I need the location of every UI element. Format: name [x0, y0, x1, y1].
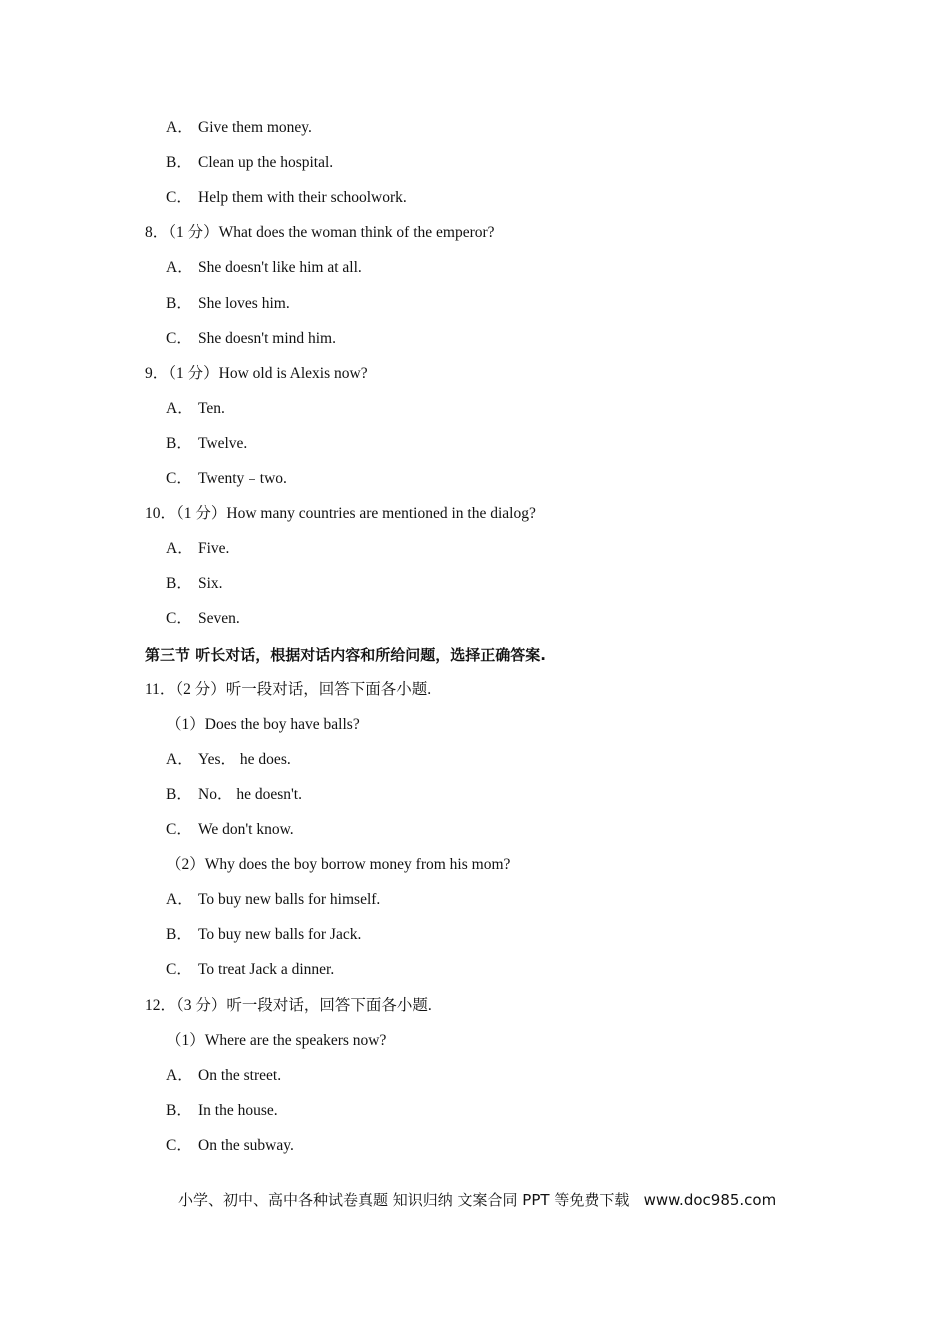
answer-option	[166, 188, 407, 208]
answer-option	[166, 574, 223, 594]
answer-option	[166, 820, 294, 840]
answer-option	[166, 329, 336, 349]
answer-option	[166, 925, 361, 945]
answer-option	[166, 1101, 278, 1121]
answer-option	[166, 153, 333, 173]
option-letter: C．	[166, 961, 192, 979]
option-letter: B．	[166, 575, 192, 593]
answer-option	[166, 1066, 281, 1086]
question-stem: 9．（1 分）How old is Alexis now?	[145, 364, 368, 382]
option-text: We don't know.	[198, 821, 294, 838]
option-letter: A．	[166, 750, 193, 768]
option-text: To buy new balls for Jack.	[198, 926, 362, 944]
option-text: No． he doesn't.	[198, 785, 302, 803]
answer-option	[166, 294, 290, 314]
option-letter: B．	[166, 785, 192, 803]
answer-option	[166, 469, 287, 489]
option-letter: B．	[166, 1101, 192, 1119]
option-letter: B．	[166, 434, 192, 452]
option-letter: A．	[166, 540, 193, 558]
option-letter: A．	[166, 399, 193, 417]
answer-option	[166, 258, 362, 278]
question-stem: 8．（1 分）What does the woman think of the emperor?	[145, 224, 495, 242]
option-letter: A．	[166, 259, 193, 277]
option-letter: A．	[166, 1066, 193, 1084]
option-text: Give them money.	[198, 119, 312, 136]
answer-option	[166, 118, 312, 138]
option-letter: C．	[166, 610, 192, 628]
question-stem: 10．（1 分）How many countries are mentioned in the dialog?	[145, 505, 536, 523]
question-stem: 12．（3 分）听一段对话，回答下面各小题.	[145, 996, 432, 1014]
option-letter: A．	[166, 891, 193, 909]
option-text: To treat Jack a dinner.	[198, 961, 335, 979]
answer-option	[166, 609, 240, 629]
option-text: Help them with their schoolwork.	[198, 189, 407, 207]
option-letter: C．	[166, 329, 192, 347]
page-footer: 小学、初中、高中各种试卷真题 知识归纳 文案合同 PPT 等免费下载 www.doc985.com	[178, 1191, 777, 1209]
option-text: Six.	[198, 575, 223, 593]
answer-option	[166, 434, 247, 454]
answer-option	[166, 750, 291, 770]
option-text: She doesn't mind him.	[198, 329, 336, 347]
option-letter: B．	[166, 926, 192, 944]
option-letter: C．	[166, 1136, 192, 1154]
option-letter: C．	[166, 821, 192, 838]
option-text: On the street.	[198, 1066, 282, 1084]
option-text: Twelve.	[198, 434, 248, 452]
option-text: Twenty﹣two.	[198, 470, 287, 487]
option-text: To buy new balls for himself.	[198, 891, 381, 909]
sub-question: （2）Why does the boy borrow money from his mom?	[166, 856, 511, 874]
option-text: She doesn't like him at all.	[198, 259, 362, 277]
answer-option	[166, 785, 302, 805]
option-letter: A．	[166, 119, 193, 136]
option-letter: C．	[166, 189, 192, 207]
sub-question: （1）Does the boy have balls?	[166, 715, 360, 733]
answer-option	[166, 960, 334, 980]
option-text: In the house.	[198, 1101, 278, 1119]
answer-option	[166, 399, 225, 419]
sub-question: （1）Where are the speakers now?	[166, 1031, 387, 1049]
option-letter: B．	[166, 294, 192, 312]
answer-option	[166, 539, 229, 559]
answer-option	[166, 890, 380, 910]
option-text: She loves him.	[198, 294, 290, 312]
option-text: Clean up the hospital.	[198, 154, 334, 172]
option-text: Ten.	[198, 399, 225, 417]
option-text: Yes． he does.	[198, 750, 291, 768]
option-text: On the subway.	[198, 1136, 294, 1154]
option-letter: C．	[166, 470, 192, 487]
option-letter: B．	[166, 154, 192, 172]
question-stem: 11．（2 分）听一段对话，回答下面各小题.	[145, 680, 432, 698]
option-text: Seven.	[198, 610, 240, 628]
section-heading: 第三节 听长对话，根据对话内容和所给问题，选择正确答案.	[145, 645, 546, 664]
answer-option	[166, 1136, 294, 1156]
option-text: Five.	[198, 540, 230, 558]
